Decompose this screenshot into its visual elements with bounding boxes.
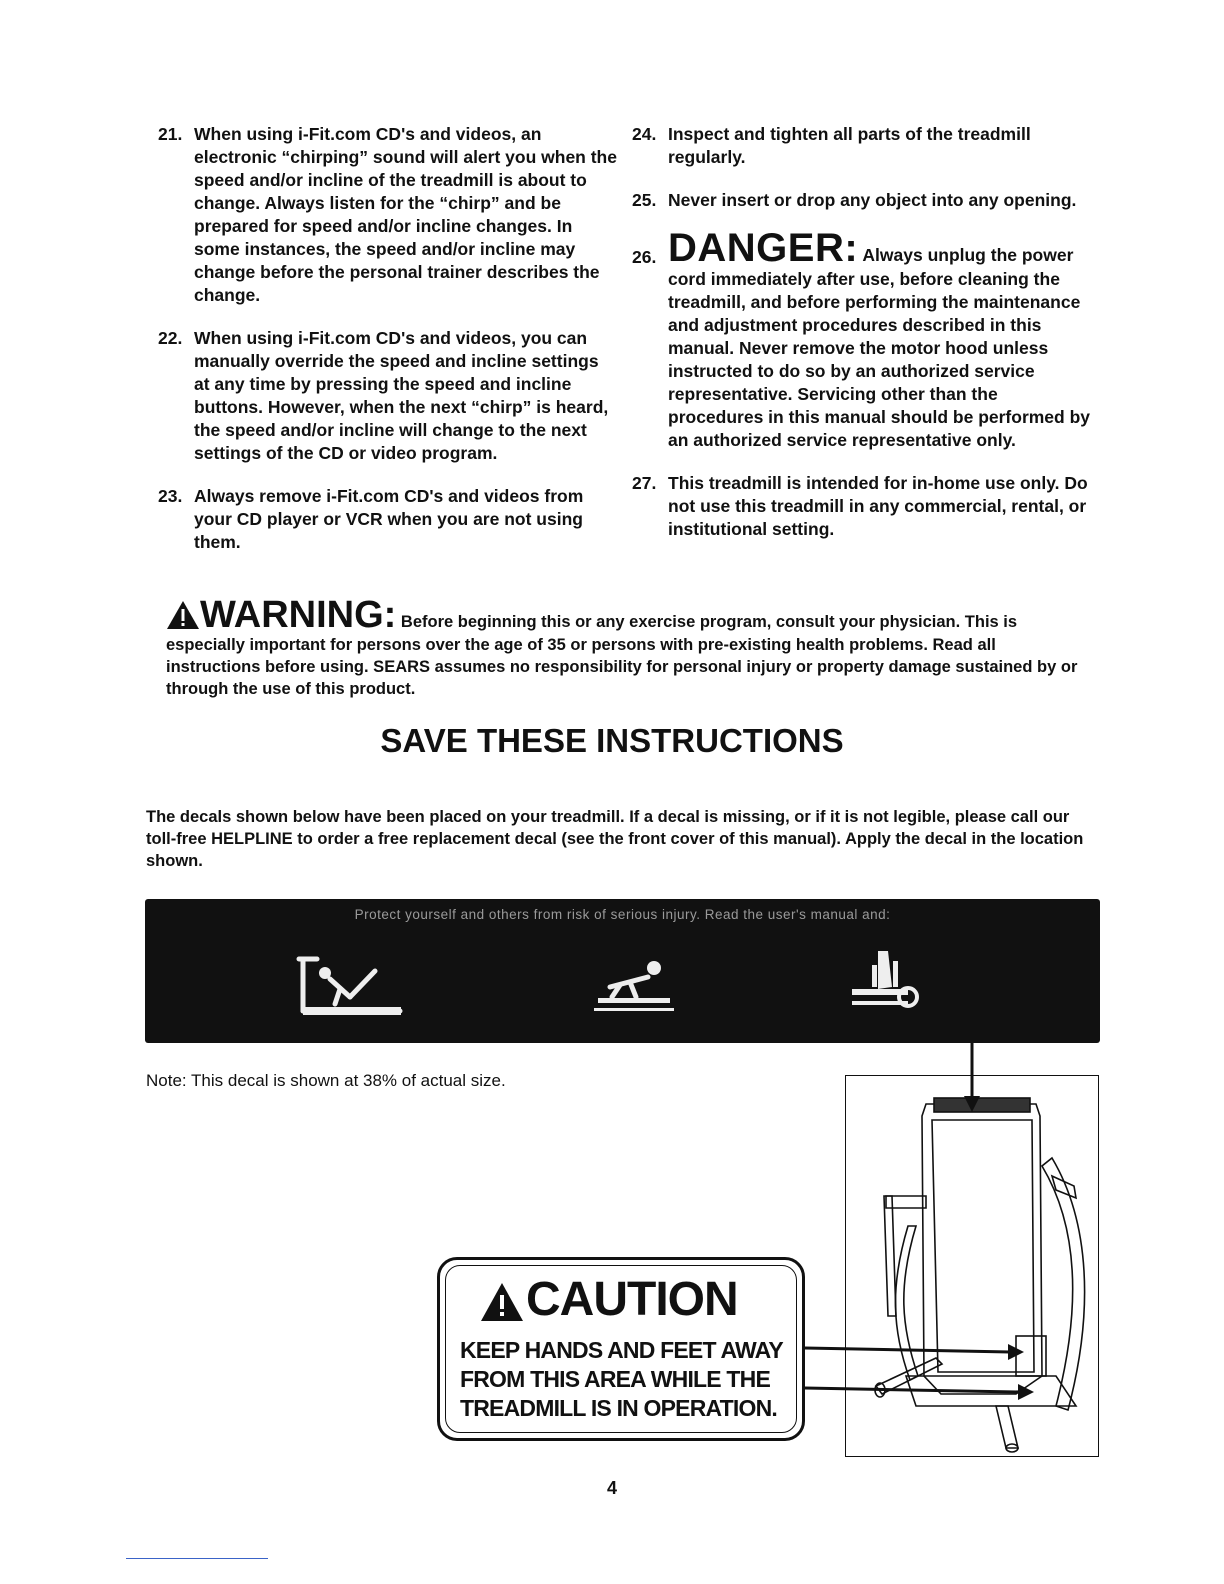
footer-rule [126, 1558, 268, 1559]
item-number: 27. [632, 473, 657, 493]
decal-intro-text: The decals shown below have been placed on your treadmill. If a decal is missing, or if it is not legible, please call our toll-free HELPLINE to order a free replacement decal (see the front cover of this manual). Apply the decal in the location shown. [146, 808, 1084, 870]
item-number: 26. [632, 247, 657, 267]
caution-line: KEEP HANDS AND FEET AWAY [460, 1337, 783, 1363]
item-number: 22. [158, 328, 183, 348]
page-number: 4 [606, 1478, 617, 1498]
item-number: 24. [632, 124, 657, 144]
item-text: When using i-Fit.com CD's and videos, you can manually override the speed and incline settings at any time by pressing the speed and incline buttons. However, when the next “chirp” is heard, the speed and/or incline will change to the next settings of the CD or video program. [194, 328, 609, 463]
decal-size-note: Note: This decal is shown at 38% of actual size. [146, 1071, 506, 1090]
save-instructions-heading: SAVE THESE INSTRUCTIONS [380, 722, 844, 759]
item-text: Never insert or drop any object into any opening. [668, 190, 1077, 210]
danger-label: DANGER: [668, 226, 859, 270]
decal-banner-text: Protect yourself and others from risk of serious injury. Read the user's manual and: [354, 907, 891, 922]
item-text: When using i-Fit.com CD's and videos, an electronic “chirping” sound will alert you when the speed and/or incline of the treadmill is about to change. Always listen for the “chirp” and be prepared for speed and/or incline changes. In some instances, the speed and/or incline may change before the personal trainer describes the change. [194, 124, 617, 305]
item-text: Inspect and tighten all parts of the treadmill regularly. [668, 124, 1031, 167]
item-number: 21. [158, 124, 183, 144]
caution-line: FROM THIS AREA WHILE THE [460, 1366, 771, 1392]
caution-triangle-icon [480, 1282, 524, 1322]
caution-line: TREADMILL IS IN OPERATION. [460, 1395, 777, 1421]
item-number: 23. [158, 486, 183, 506]
danger-text: Always unplug the power cord immediately after use, before cleaning the treadmill, and before performing the maintenance and adjustment procedures described in this manual. Never remove the motor hood unless instructed to do so by an authorized service representative. Servicing other than the procedures in this manual should be performed by an authorized service representative only. [668, 245, 1091, 450]
caution-body [460, 1336, 783, 1423]
item-number: 25. [632, 190, 657, 210]
caution-title: CAUTION [526, 1273, 738, 1326]
caution-decal [437, 1257, 805, 1441]
item-text: This treadmill is intended for in-home use only. Do not use this treadmill in any commercial, rental, or institutional setting. [668, 473, 1088, 539]
item-text: Always remove i-Fit.com CD's and videos from your CD player or VCR when you are not using them. [194, 486, 584, 552]
warning-text: Before beginning this or any exercise program, consult your physician. This is especially important for persons over the age of 35 or persons with pre-existing health problems. Read all instructions before using. SEARS assumes no responsibility for personal injury or property damage sustained by or through the use of this product. [166, 613, 1078, 698]
warning-label: WARNING: [200, 594, 397, 636]
